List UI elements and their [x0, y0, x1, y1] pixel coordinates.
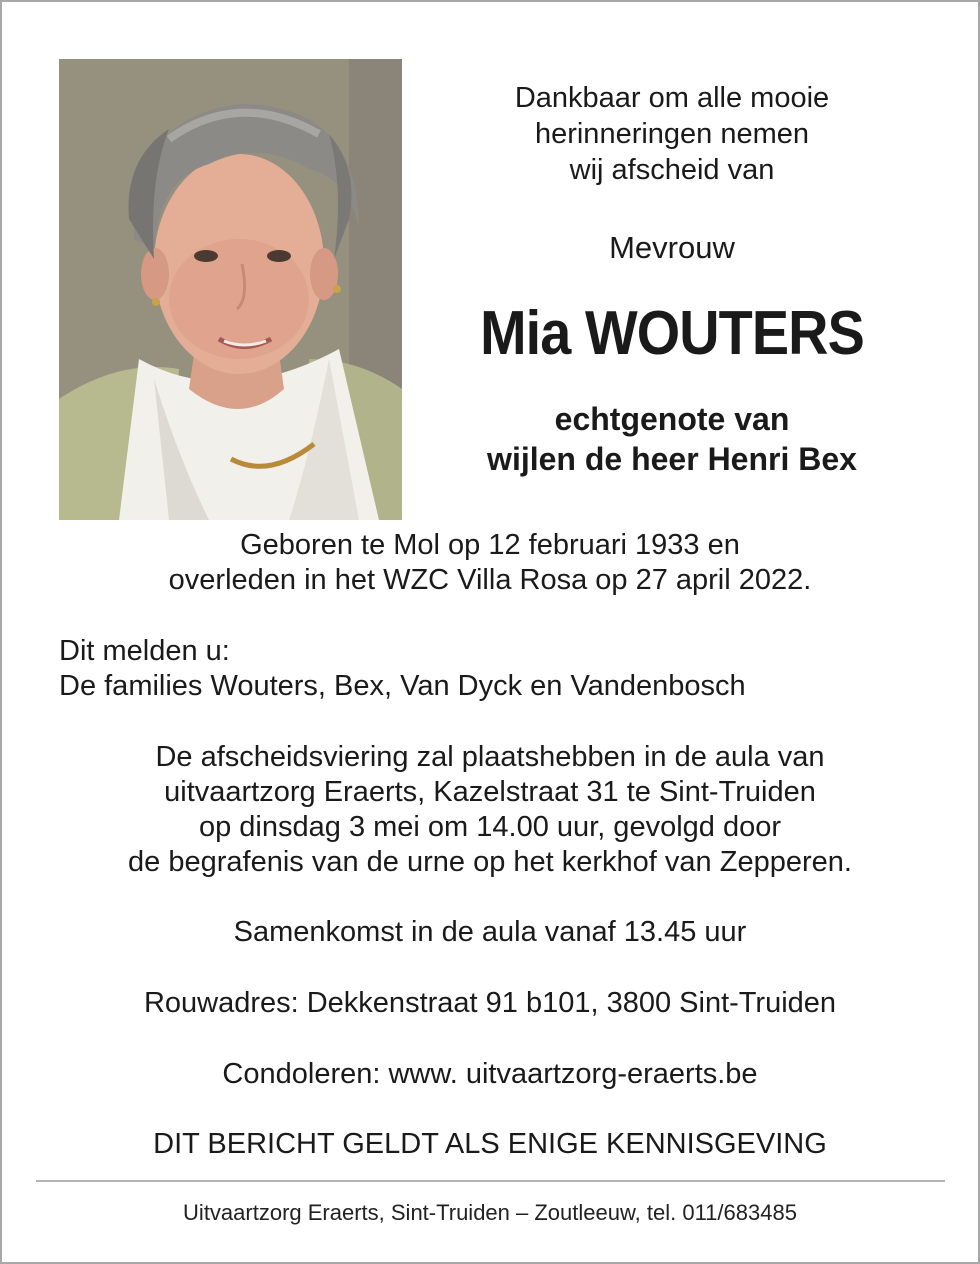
spouse-line: echtgenote van: [554, 401, 790, 437]
ceremony-block: [40, 740, 940, 880]
condolences-text: Condoleren: www. uitvaartzorg-eraerts.be: [222, 1058, 758, 1090]
ceremony-line: uitvaartzorg Eraerts, Kazelstraat 31 te Sint-Truiden: [164, 776, 816, 808]
announcement-intro: Dit melden u:: [59, 635, 230, 667]
deceased-name: Mia WOUTERS: [480, 299, 864, 368]
gathering-text: Samenkomst in de aula vanaf 13.45 uur: [233, 916, 747, 948]
portrait-photo: [59, 59, 402, 520]
intro-line: herinneringen nemen: [534, 118, 810, 150]
death-line: overleden in het WZC Villa Rosa op 27 april 2022.: [168, 564, 812, 596]
ceremony-line: De afscheidsviering zal plaatshebben in de aula van: [155, 741, 825, 773]
birth-line: Geboren te Mol op 12 februari 1933 en: [240, 529, 740, 561]
families-line: De families Wouters, Bex, Van Dyck en Vandenbosch: [59, 670, 746, 702]
footer-text: Uitvaartzorg Eraerts, Sint-Truiden – Zoutleeuw, tel. 011/683485: [183, 1200, 797, 1225]
address-text: Rouwadres: Dekkenstraat 91 b101, 3800 Sint-Truiden: [143, 987, 837, 1019]
divider: [36, 1180, 945, 1182]
notice-text: DIT BERICHT GELDT ALS ENIGE KENNISGEVING: [153, 1128, 827, 1160]
honorific: Mevrouw: [609, 230, 735, 265]
intro-text: [402, 80, 942, 188]
ceremony-line: de begrafenis van de urne op het kerkhof van Zepperen.: [128, 846, 852, 878]
ceremony-line: op dinsdag 3 mei om 14.00 uur, gevolgd door: [198, 811, 781, 843]
intro-line: wij afscheid van: [569, 154, 775, 186]
intro-line: Dankbaar om alle mooie: [514, 82, 830, 114]
spouse-text: [402, 399, 942, 479]
heading-block: [402, 80, 942, 479]
portrait-illustration: [59, 59, 402, 520]
dates-block: [40, 528, 940, 598]
spouse-line: wijlen de heer Henri Bex: [487, 441, 857, 477]
announcement-block: [59, 634, 746, 704]
